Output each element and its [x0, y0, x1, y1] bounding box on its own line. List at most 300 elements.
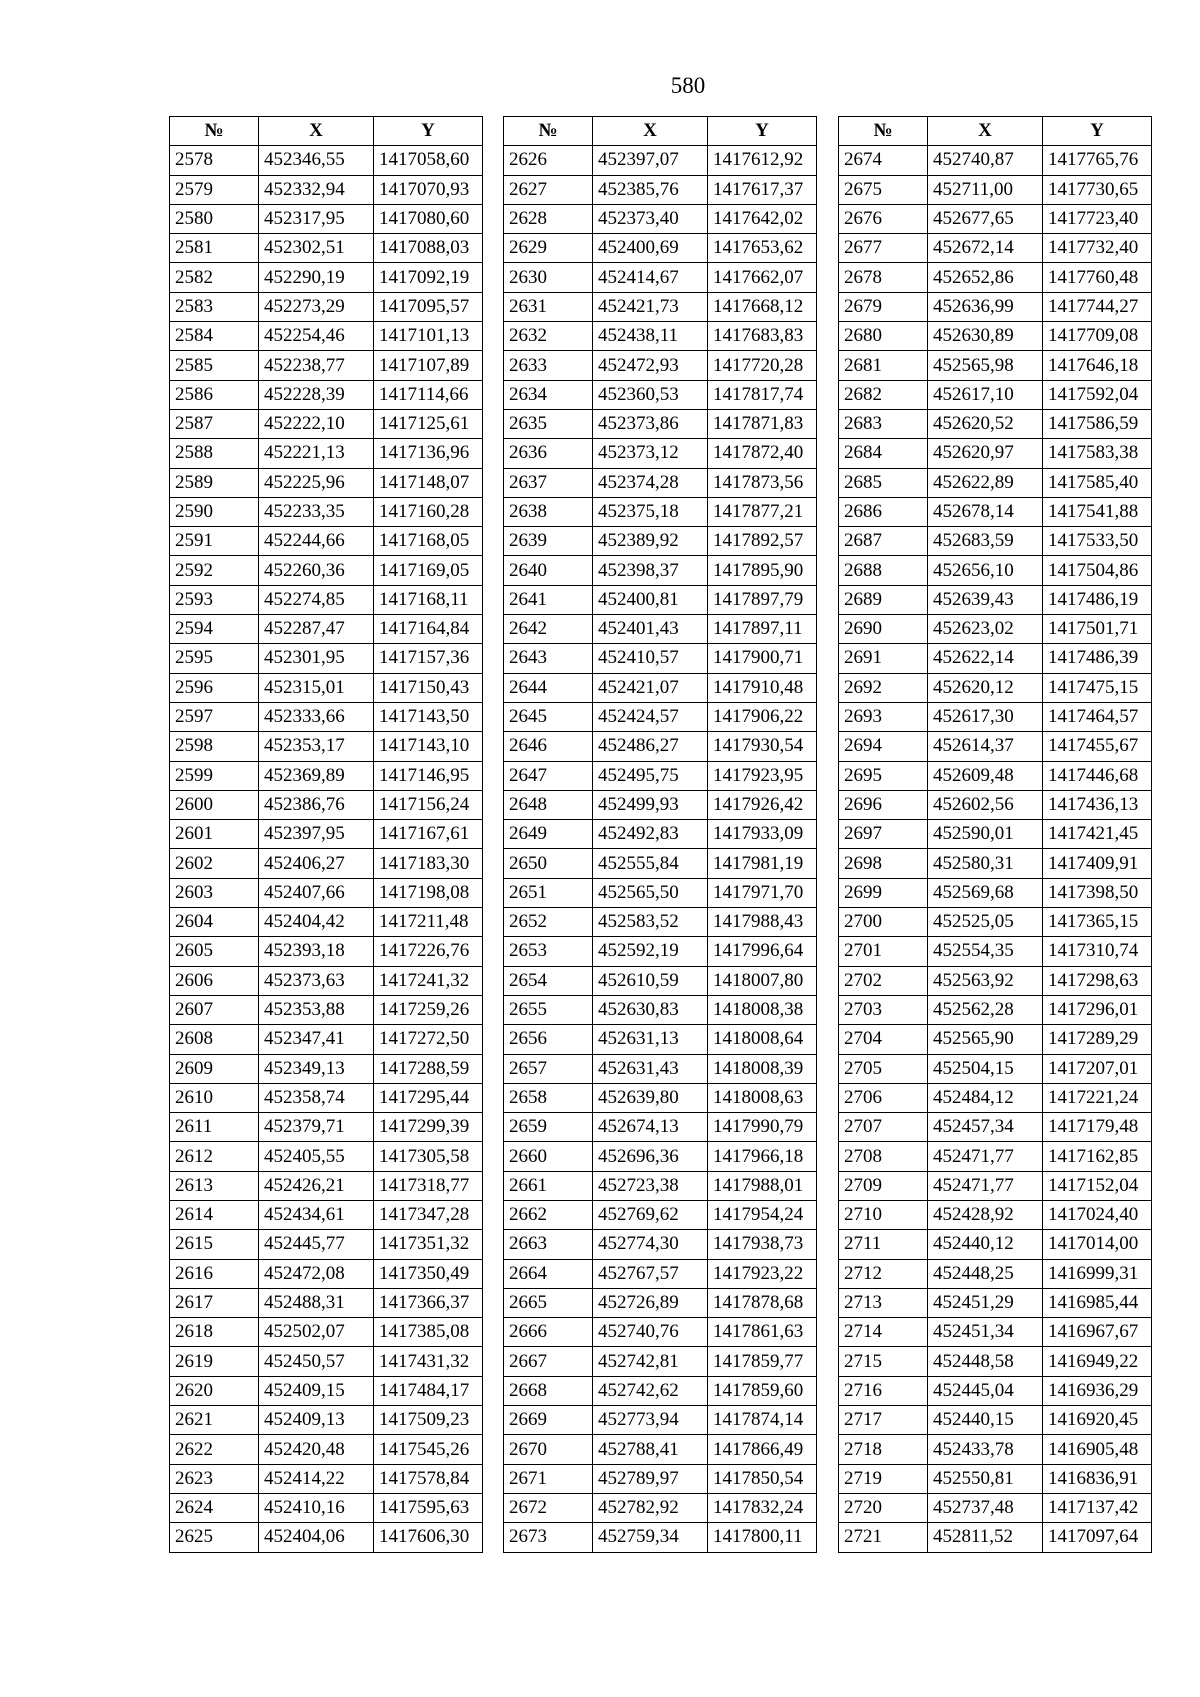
cell-number: 2700: [839, 908, 928, 937]
table-row: [839, 761, 1152, 790]
cell-y: 1417475,15: [1043, 673, 1152, 702]
cell-x: 452445,04: [928, 1376, 1043, 1405]
cell-x: 452389,92: [593, 527, 708, 556]
cell-number: 2655: [504, 995, 593, 1024]
table-row: [839, 1376, 1152, 1405]
cell-number: 2704: [839, 1025, 928, 1054]
cell-number: 2581: [170, 234, 259, 263]
cell-y: 1417592,04: [1043, 380, 1152, 409]
header-number: №: [504, 117, 593, 146]
cell-y: 1417606,30: [374, 1523, 483, 1552]
cell-x: 452358,74: [259, 1083, 374, 1112]
table-row: [170, 380, 483, 409]
cell-y: 1417800,11: [708, 1523, 817, 1552]
cell-x: 452428,92: [928, 1200, 1043, 1229]
cell-number: 2611: [170, 1113, 259, 1142]
cell-x: 452397,07: [593, 146, 708, 175]
cell-number: 2683: [839, 409, 928, 438]
cell-y: 1417484,17: [374, 1376, 483, 1405]
cell-y: 1417097,64: [1043, 1523, 1152, 1552]
cell-y: 1417198,08: [374, 878, 483, 907]
cell-number: 2619: [170, 1347, 259, 1376]
cell-y: 1417156,24: [374, 790, 483, 819]
table-row: [839, 1435, 1152, 1464]
cell-x: 452789,97: [593, 1464, 708, 1493]
cell-x: 452434,61: [259, 1200, 374, 1229]
cell-y: 1417351,32: [374, 1230, 483, 1259]
table-row: [839, 439, 1152, 468]
cell-x: 452486,27: [593, 732, 708, 761]
cell-x: 452674,13: [593, 1113, 708, 1142]
cell-number: 2587: [170, 409, 259, 438]
table-row: [170, 1435, 483, 1464]
cell-y: 1417168,05: [374, 527, 483, 556]
table-row: [839, 1025, 1152, 1054]
cell-number: 2602: [170, 849, 259, 878]
cell-x: 452440,15: [928, 1406, 1043, 1435]
cell-x: 452767,57: [593, 1259, 708, 1288]
table-row: [170, 497, 483, 526]
cell-number: 2715: [839, 1347, 928, 1376]
cell-number: 2664: [504, 1259, 593, 1288]
cell-y: 1417646,18: [1043, 351, 1152, 380]
cell-y: 1417095,57: [374, 292, 483, 321]
cell-y: 1417070,93: [374, 175, 483, 204]
cell-y: 1416905,48: [1043, 1435, 1152, 1464]
table-row: [839, 849, 1152, 878]
cell-y: 1417152,04: [1043, 1171, 1152, 1200]
cell-x: 452711,00: [928, 175, 1043, 204]
table-body: [170, 146, 483, 1552]
cell-y: 1417732,40: [1043, 234, 1152, 263]
cell-y: 1417653,62: [708, 234, 817, 263]
cell-y: 1417861,63: [708, 1318, 817, 1347]
table-row: [504, 1113, 817, 1142]
table-row: [170, 673, 483, 702]
cell-y: 1417436,13: [1043, 790, 1152, 819]
table-row: [170, 702, 483, 731]
cell-x: 452622,14: [928, 644, 1043, 673]
cell-y: 1417366,37: [374, 1288, 483, 1317]
cell-y: 1417723,40: [1043, 204, 1152, 233]
cell-y: 1417760,48: [1043, 263, 1152, 292]
cell-x: 452421,07: [593, 673, 708, 702]
cell-y: 1417289,29: [1043, 1025, 1152, 1054]
table-row: [839, 702, 1152, 731]
cell-x: 452373,40: [593, 204, 708, 233]
table-row: [504, 263, 817, 292]
cell-x: 452373,86: [593, 409, 708, 438]
cell-x: 452373,63: [259, 966, 374, 995]
cell-y: 1417900,71: [708, 644, 817, 673]
cell-number: 2606: [170, 966, 259, 995]
table-row: [504, 234, 817, 263]
cell-y: 1417541,88: [1043, 497, 1152, 526]
cell-number: 2649: [504, 820, 593, 849]
cell-y: 1418008,38: [708, 995, 817, 1024]
cell-y: 1417114,66: [374, 380, 483, 409]
table-row: [839, 468, 1152, 497]
table-row: [504, 1230, 817, 1259]
cell-x: 452414,22: [259, 1464, 374, 1493]
cell-x: 452386,76: [259, 790, 374, 819]
table-row: [839, 1142, 1152, 1171]
cell-y: 1417398,50: [1043, 878, 1152, 907]
cell-x: 452409,15: [259, 1376, 374, 1405]
cell-y: 1417990,79: [708, 1113, 817, 1142]
table-row: [839, 615, 1152, 644]
table-row: [839, 1171, 1152, 1200]
cell-x: 452631,13: [593, 1025, 708, 1054]
cell-x: 452332,94: [259, 175, 374, 204]
cell-number: 2588: [170, 439, 259, 468]
cell-y: 1417162,85: [1043, 1142, 1152, 1171]
table-row: [839, 1200, 1152, 1229]
cell-number: 2673: [504, 1523, 593, 1552]
table-row: [504, 1406, 817, 1435]
cell-x: 452225,96: [259, 468, 374, 497]
cell-number: 2623: [170, 1464, 259, 1493]
cell-y: 1417157,36: [374, 644, 483, 673]
table-row: [170, 527, 483, 556]
cell-number: 2705: [839, 1054, 928, 1083]
cell-y: 1416985,44: [1043, 1288, 1152, 1317]
table-row: [170, 644, 483, 673]
cell-number: 2671: [504, 1464, 593, 1493]
cell-y: 1418008,64: [708, 1025, 817, 1054]
cell-y: 1417874,14: [708, 1406, 817, 1435]
cell-x: 452420,48: [259, 1435, 374, 1464]
table-row: [504, 995, 817, 1024]
cell-number: 2624: [170, 1493, 259, 1522]
cell-number: 2719: [839, 1464, 928, 1493]
table-row: [504, 351, 817, 380]
cell-number: 2659: [504, 1113, 593, 1142]
cell-x: 452360,53: [593, 380, 708, 409]
cell-number: 2693: [839, 702, 928, 731]
cell-x: 452696,36: [593, 1142, 708, 1171]
table-row: [839, 732, 1152, 761]
table-header-row: [170, 117, 483, 146]
cell-x: 452492,83: [593, 820, 708, 849]
cell-y: 1417137,42: [1043, 1493, 1152, 1522]
cell-y: 1417211,48: [374, 908, 483, 937]
cell-number: 2629: [504, 234, 593, 263]
cell-y: 1417014,00: [1043, 1230, 1152, 1259]
cell-x: 452723,38: [593, 1171, 708, 1200]
cell-x: 452374,28: [593, 468, 708, 497]
cell-number: 2613: [170, 1171, 259, 1200]
cell-number: 2694: [839, 732, 928, 761]
cell-x: 452677,65: [928, 204, 1043, 233]
cell-x: 452421,73: [593, 292, 708, 321]
cell-number: 2585: [170, 351, 259, 380]
cell-x: 452495,75: [593, 761, 708, 790]
cell-number: 2630: [504, 263, 593, 292]
cell-y: 1417709,08: [1043, 322, 1152, 351]
cell-number: 2697: [839, 820, 928, 849]
cell-x: 452620,97: [928, 439, 1043, 468]
cell-y: 1417910,48: [708, 673, 817, 702]
cell-x: 452678,14: [928, 497, 1043, 526]
cell-x: 452438,11: [593, 322, 708, 351]
cell-y: 1417107,89: [374, 351, 483, 380]
table-row: [839, 527, 1152, 556]
cell-number: 2632: [504, 322, 593, 351]
cell-x: 452424,57: [593, 702, 708, 731]
cell-number: 2711: [839, 1230, 928, 1259]
table-row: [504, 644, 817, 673]
page-number: 580: [670, 73, 706, 98]
cell-number: 2680: [839, 322, 928, 351]
cell-x: 452353,17: [259, 732, 374, 761]
cell-y: 1417617,37: [708, 175, 817, 204]
cell-y: 1417897,79: [708, 585, 817, 614]
cell-number: 2592: [170, 556, 259, 585]
cell-number: 2696: [839, 790, 928, 819]
cell-x: 452260,36: [259, 556, 374, 585]
table-row: [170, 1376, 483, 1405]
cell-x: 452404,06: [259, 1523, 374, 1552]
table-row: [504, 1376, 817, 1405]
table-row: [839, 1318, 1152, 1347]
cell-x: 452774,30: [593, 1230, 708, 1259]
cell-y: 1416920,45: [1043, 1406, 1152, 1435]
cell-y: 1417878,68: [708, 1288, 817, 1317]
cell-x: 452426,21: [259, 1171, 374, 1200]
cell-y: 1417996,64: [708, 937, 817, 966]
cell-y: 1417365,15: [1043, 908, 1152, 937]
table-row: [504, 409, 817, 438]
cell-x: 452471,77: [928, 1142, 1043, 1171]
cell-number: 2647: [504, 761, 593, 790]
cell-x: 452397,95: [259, 820, 374, 849]
cell-y: 1416999,31: [1043, 1259, 1152, 1288]
cell-number: 2598: [170, 732, 259, 761]
table-row: [170, 468, 483, 497]
cell-number: 2666: [504, 1318, 593, 1347]
cell-number: 2657: [504, 1054, 593, 1083]
header-x: X: [928, 117, 1043, 146]
cell-y: 1417080,60: [374, 204, 483, 233]
cell-number: 2714: [839, 1318, 928, 1347]
cell-y: 1418008,63: [708, 1083, 817, 1112]
table-row: [504, 820, 817, 849]
cell-y: 1417298,63: [1043, 966, 1152, 995]
cell-number: 2687: [839, 527, 928, 556]
cell-x: 452254,46: [259, 322, 374, 351]
cell-number: 2720: [839, 1493, 928, 1522]
table-row: [170, 263, 483, 292]
cell-number: 2661: [504, 1171, 593, 1200]
cell-number: 2717: [839, 1406, 928, 1435]
table-row: [839, 1054, 1152, 1083]
cell-x: 452484,12: [928, 1083, 1043, 1112]
table-row: [170, 1259, 483, 1288]
table-row: [170, 1288, 483, 1317]
cell-y: 1417871,83: [708, 409, 817, 438]
table-row: [170, 878, 483, 907]
cell-x: 452379,71: [259, 1113, 374, 1142]
table-row: [170, 234, 483, 263]
cell-number: 2682: [839, 380, 928, 409]
cell-x: 452782,92: [593, 1493, 708, 1522]
cell-x: 452565,90: [928, 1025, 1043, 1054]
cell-y: 1417168,11: [374, 585, 483, 614]
table-row: [839, 673, 1152, 702]
cell-y: 1417895,90: [708, 556, 817, 585]
cell-y: 1417668,12: [708, 292, 817, 321]
cell-number: 2670: [504, 1435, 593, 1464]
cell-number: 2712: [839, 1259, 928, 1288]
cell-x: 452410,57: [593, 644, 708, 673]
cell-y: 1416967,67: [1043, 1318, 1152, 1347]
table-row: [170, 439, 483, 468]
cell-number: 2672: [504, 1493, 593, 1522]
cell-number: 2605: [170, 937, 259, 966]
cell-number: 2612: [170, 1142, 259, 1171]
header-y: Y: [708, 117, 817, 146]
cell-x: 452488,31: [259, 1288, 374, 1317]
cell-x: 452349,13: [259, 1054, 374, 1083]
cell-x: 452440,12: [928, 1230, 1043, 1259]
header-y: Y: [1043, 117, 1152, 146]
cell-x: 452405,55: [259, 1142, 374, 1171]
cell-x: 452740,87: [928, 146, 1043, 175]
cell-number: 2625: [170, 1523, 259, 1552]
cell-number: 2607: [170, 995, 259, 1024]
cell-x: 452565,98: [928, 351, 1043, 380]
cell-x: 452759,34: [593, 1523, 708, 1552]
header-x: X: [259, 117, 374, 146]
table-row: [504, 175, 817, 204]
cell-x: 452617,10: [928, 380, 1043, 409]
cell-x: 452630,89: [928, 322, 1043, 351]
cell-number: 2637: [504, 468, 593, 497]
table-row: [504, 439, 817, 468]
table-row: [839, 497, 1152, 526]
table-row: [504, 1200, 817, 1229]
cell-x: 452290,19: [259, 263, 374, 292]
cell-x: 452222,10: [259, 409, 374, 438]
table-row: [839, 351, 1152, 380]
cell-number: 2591: [170, 527, 259, 556]
cell-number: 2648: [504, 790, 593, 819]
cell-number: 2644: [504, 673, 593, 702]
cell-number: 2594: [170, 615, 259, 644]
table-row: [839, 820, 1152, 849]
cell-x: 452375,18: [593, 497, 708, 526]
coordinate-table-1: [169, 116, 483, 1553]
table-row: [504, 1318, 817, 1347]
cell-number: 2675: [839, 175, 928, 204]
cell-x: 452414,67: [593, 263, 708, 292]
cell-x: 452622,89: [928, 468, 1043, 497]
cell-number: 2695: [839, 761, 928, 790]
cell-number: 2593: [170, 585, 259, 614]
cell-y: 1417817,74: [708, 380, 817, 409]
cell-y: 1417169,05: [374, 556, 483, 585]
cell-y: 1417872,40: [708, 439, 817, 468]
cell-x: 452742,81: [593, 1347, 708, 1376]
cell-number: 2620: [170, 1376, 259, 1405]
cell-number: 2685: [839, 468, 928, 497]
cell-number: 2713: [839, 1288, 928, 1317]
header-y: Y: [374, 117, 483, 146]
cell-x: 452742,62: [593, 1376, 708, 1405]
table-row: [170, 966, 483, 995]
table-row: [504, 849, 817, 878]
cell-y: 1417101,13: [374, 322, 483, 351]
cell-number: 2621: [170, 1406, 259, 1435]
cell-x: 452287,47: [259, 615, 374, 644]
cell-y: 1417241,32: [374, 966, 483, 995]
cell-x: 452347,41: [259, 1025, 374, 1054]
header-number: №: [839, 117, 928, 146]
cell-x: 452472,08: [259, 1259, 374, 1288]
cell-y: 1417988,43: [708, 908, 817, 937]
table-row: [170, 1347, 483, 1376]
cell-y: 1417930,54: [708, 732, 817, 761]
table-row: [839, 995, 1152, 1024]
table-row: [170, 1025, 483, 1054]
cell-number: 2583: [170, 292, 259, 321]
cell-y: 1417583,38: [1043, 439, 1152, 468]
cell-y: 1417585,40: [1043, 468, 1152, 497]
table-body: [504, 146, 817, 1552]
cell-y: 1417877,21: [708, 497, 817, 526]
table-row: [504, 556, 817, 585]
table-row: [170, 1464, 483, 1493]
cell-x: 452811,52: [928, 1523, 1043, 1552]
table-row: [839, 1083, 1152, 1112]
table-row: [504, 966, 817, 995]
cell-x: 452228,39: [259, 380, 374, 409]
cell-y: 1417272,50: [374, 1025, 483, 1054]
table-row: [504, 732, 817, 761]
table-row: [839, 937, 1152, 966]
cell-y: 1417971,70: [708, 878, 817, 907]
cell-number: 2684: [839, 439, 928, 468]
table-row: [170, 1406, 483, 1435]
cell-y: 1417207,01: [1043, 1054, 1152, 1083]
table-row: [839, 1464, 1152, 1493]
cell-x: 452554,35: [928, 937, 1043, 966]
cell-y: 1416936,29: [1043, 1376, 1152, 1405]
table-row: [504, 468, 817, 497]
cell-x: 452448,25: [928, 1259, 1043, 1288]
table-row: [504, 937, 817, 966]
cell-number: 2656: [504, 1025, 593, 1054]
cell-number: 2721: [839, 1523, 928, 1552]
cell-x: 452740,76: [593, 1318, 708, 1347]
table-row: [839, 380, 1152, 409]
cell-number: 2646: [504, 732, 593, 761]
table-header-row: [839, 117, 1152, 146]
cell-x: 452409,13: [259, 1406, 374, 1435]
cell-x: 452244,66: [259, 527, 374, 556]
cell-y: 1417455,67: [1043, 732, 1152, 761]
cell-number: 2614: [170, 1200, 259, 1229]
cell-number: 2669: [504, 1406, 593, 1435]
cell-y: 1417906,22: [708, 702, 817, 731]
cell-number: 2589: [170, 468, 259, 497]
cell-number: 2618: [170, 1318, 259, 1347]
cell-y: 1417926,42: [708, 790, 817, 819]
cell-number: 2635: [504, 409, 593, 438]
table-row: [839, 1259, 1152, 1288]
table-row: [170, 820, 483, 849]
